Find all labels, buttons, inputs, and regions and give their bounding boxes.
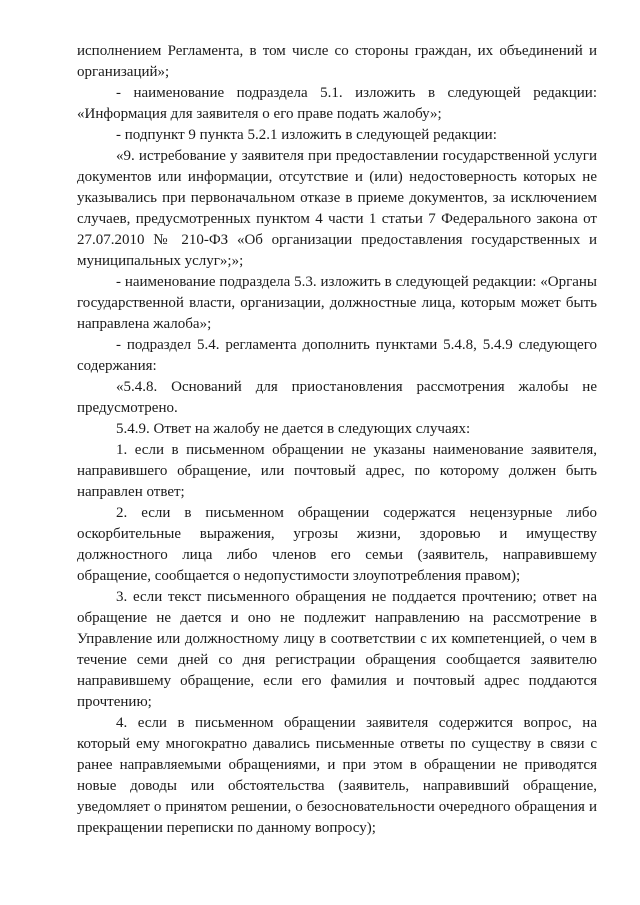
paragraph-12: 4. если в письменном обращении заявителя содержится вопрос, на который ему многократно давались письменные ответы по существу в связи с ранее направляемыми обращениями, и при этом в обращении не приводятся новые доводы или обстоятельства (заявитель, направивший обращение, уведомляет о принятом решении, о безосновательности очередного обращения и прекращении переписки по данному вопросу);	[77, 715, 597, 836]
paragraph-9: 1. если в письменном обращении не указаны наименование заявителя, направившего обращение, или почтовый адрес, по которому должен быть направлен ответ;	[77, 442, 597, 500]
paragraph-10: 2. если в письменном обращении содержатся нецензурные либо оскорбительные выражения, угрозы жизни, здоровью и имуществу должностного лица либо членов его семьи (заявитель, направившему обращение, сообщается о недопустимости злоупотребления правом);	[77, 505, 597, 584]
paragraph-4: «9. истребование у заявителя при предоставлении государственной услуги документов или информации, отсутствие и (или) недостоверность которых не указывались при первоначальном отказе в приеме документов, за исключением случаев, предусмотренных пунктом 4 части 1 статьи 7 Федерального закона от 27.07.2010 № 210-ФЗ «Об организации предоставления государственных и муниципальных услуг»;»;	[77, 148, 597, 269]
paragraph-6: - подраздел 5.4. регламента дополнить пунктами 5.4.8, 5.4.9 следующего содержания:	[77, 337, 597, 374]
paragraph-5: - наименование подраздела 5.3. изложить в следующей редакции: «Органы государственной власти, организации, должностные лица, которым может быть направлена жалоба»;	[77, 274, 597, 332]
paragraph-8: 5.4.9. Ответ на жалобу не дается в следующих случаях:	[116, 421, 471, 437]
document-page	[77, 41, 597, 839]
paragraph-7: «5.4.8. Оснований для приостановления рассмотрения жалобы не предусмотрено.	[77, 379, 597, 416]
paragraph-1: исполнением Регламента, в том числе со стороны граждан, их объединений и организаций»;	[77, 43, 597, 80]
paragraph-2: - наименование подраздела 5.1. изложить в следующей редакции: «Информация для заявителя о его праве подать жалобу»;	[77, 85, 597, 122]
paragraph-3: - подпункт 9 пункта 5.2.1 изложить в следующей редакции:	[116, 127, 497, 143]
paragraph-11: 3. если текст письменного обращения не поддается прочтению; ответ на обращение не дается и оно не подлежит направлению на рассмотрение в Управление или должностному лицу в соответствии с их компетенцией, о чем в течение семи дней со дня регистрации обращения сообщается заявителю направившему обращение, если его фамилия и почтовый адрес поддаются прочтению;	[77, 589, 597, 710]
